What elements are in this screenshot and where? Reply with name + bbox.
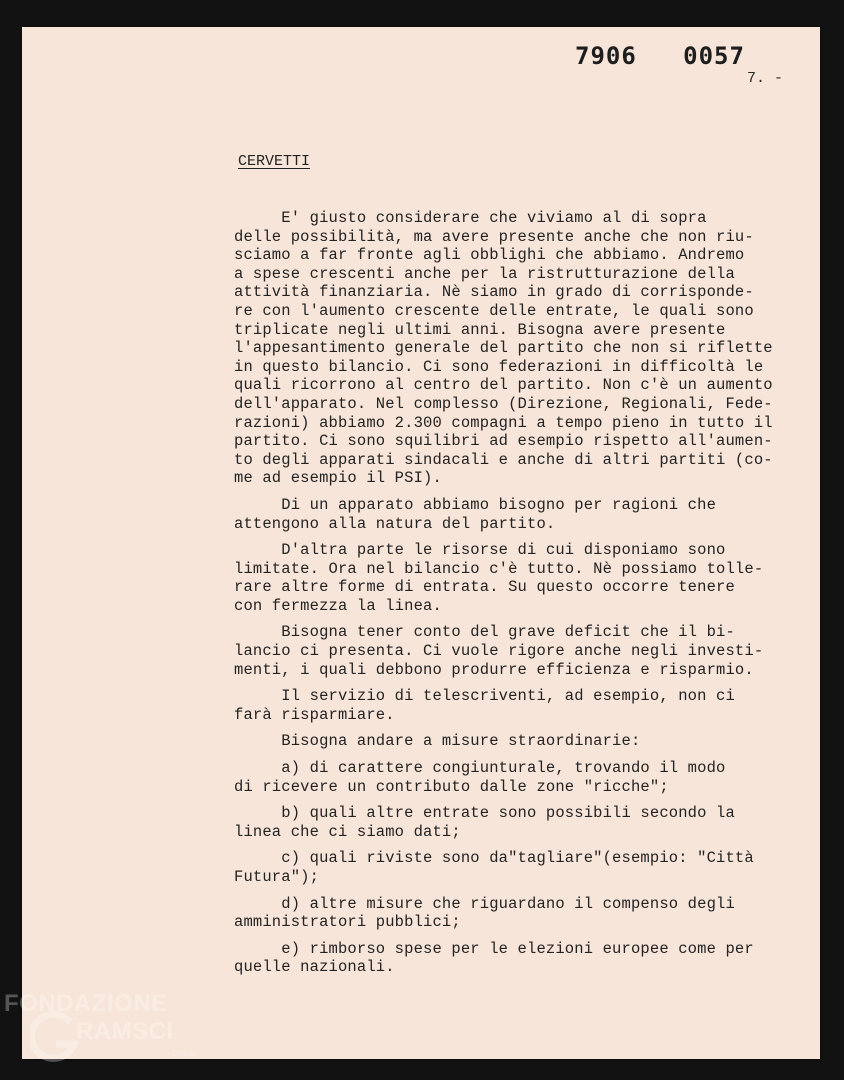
text-line: Bisogna andare a misure straordinarie:: [234, 732, 641, 751]
paragraph: [234, 804, 804, 841]
text-line: re con l'aumento crescente delle entrate, le quali sono: [234, 301, 754, 320]
text-line: sciamo a far fronte agli obblighi che abbiamo. Andremo: [234, 246, 745, 265]
text-line: triplicate negli ultimi anni. Bisogna avere presente: [234, 320, 726, 339]
gramsci-g-logo-icon: [30, 1010, 78, 1066]
text-line: amministratori pubblici;: [234, 913, 461, 932]
watermark-line-2: RAMSCI: [76, 1018, 174, 1045]
text-line: b) quali altre entrate sono possibili secondo la: [234, 804, 735, 823]
text-line: a spese crescenti anche per la ristrutturazione della: [234, 264, 735, 283]
text-line: e) rimborso spese per le elezioni europee come per: [234, 939, 754, 958]
text-line: c) quali riviste sono da"tagliare"(esempio: "Città: [234, 849, 754, 868]
text-line: to degli apparati sindacali e anche di altri partiti (co-: [234, 450, 773, 469]
text-line: menti, i quali debbono produrre efficienza e risparmio.: [234, 660, 754, 679]
text-line: linea che ci siamo dati;: [234, 822, 461, 841]
paragraph: [234, 759, 804, 796]
text-line: quali ricorrono al centro del partito. Non c'è un aumento: [234, 376, 773, 395]
text-line: rare altre forme di entrata. Su questo occorre tenere: [234, 578, 735, 597]
paragraph: [234, 496, 804, 533]
page-number: 7. -: [747, 70, 784, 87]
text-line: Di un apparato abbiamo bisogno per ragioni che: [234, 495, 717, 514]
text-line: Futura");: [234, 868, 320, 886]
text-line: di ricevere un contributo dalle zone "ricche";: [234, 777, 669, 796]
text-line: Il servizio di telescriventi, ad esempio, non ci: [234, 687, 735, 706]
text-line: d) altre misure che riguardano il compenso degli: [234, 894, 735, 913]
paragraph: [234, 895, 804, 932]
watermark-line-1: FONDAZIONE: [4, 990, 168, 1017]
text-line: me ad esempio il PSI).: [234, 469, 442, 488]
speaker-heading: CERVETTI: [238, 153, 311, 170]
paragraph: [234, 940, 804, 977]
text-line: partito. Ci sono squilibri ad esempio rispetto all'aumen-: [234, 432, 773, 451]
text-line: attengono alla natura del partito.: [234, 514, 556, 533]
text-line: quelle nazionali.: [234, 958, 395, 977]
document-body: [234, 209, 804, 985]
paragraph: [234, 623, 804, 679]
text-line: farà risparmiare.: [234, 705, 395, 724]
paragraph: [234, 687, 804, 724]
text-line: a) di carattere congiunturale, trovando il modo: [234, 759, 726, 778]
text-line: l'appesantimento generale del partito che non si riflette: [234, 339, 773, 358]
watermark-line-3: onlus: [172, 1048, 196, 1059]
paragraph: [234, 541, 804, 615]
text-line: E' giusto considerare che viviamo al di sopra: [234, 209, 707, 227]
paragraph: [234, 732, 804, 751]
text-line: lancio ci presenta. Ci vuole rigore anche negli investi-: [234, 642, 764, 661]
text-line: D'altra parte le risorse di cui disponiamo sono: [234, 541, 726, 560]
text-line: dell'apparato. Nel complesso (Direzione, Regionali, Fede-: [234, 394, 773, 413]
text-line: limitate. Ora nel bilancio c'è tutto. Nè possiamo tolle-: [234, 559, 764, 578]
text-line: delle possibilità, ma avere presente anche che non riu-: [234, 227, 754, 246]
paragraph: [234, 209, 804, 488]
document-number: 7906 0057: [575, 42, 745, 70]
text-line: con fermezza la linea.: [234, 596, 442, 615]
text-line: attività finanziaria. Nè siamo in grado di corrisponde-: [234, 283, 754, 302]
text-line: in questo bilancio. Ci sono federazioni in difficoltà le: [234, 357, 764, 376]
text-line: razioni) abbiamo 2.300 compagni a tempo pieno in tutto il: [234, 413, 773, 432]
text-line: Bisogna tener conto del grave deficit che il bi-: [234, 623, 735, 642]
paragraph: [234, 849, 804, 886]
